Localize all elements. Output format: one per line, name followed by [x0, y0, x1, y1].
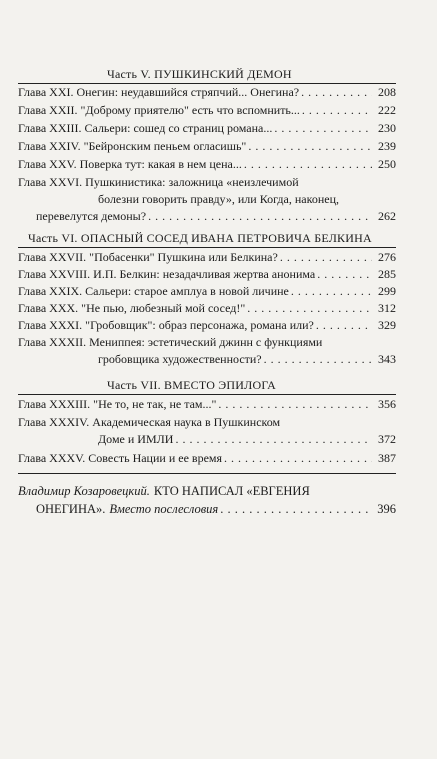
entry-label: Глава XXXIII. "Не то, не так, не там...": [18, 397, 217, 411]
page-number: 208: [378, 85, 396, 99]
afterword-title: ОНЕГИНА».: [36, 502, 106, 516]
page-number: 239: [378, 139, 396, 153]
page-number: 356: [378, 397, 396, 411]
toc-entry: [18, 250, 396, 264]
entry-label: Глава XXVI. Пушкинистика: заложница «неизлечимой: [18, 175, 299, 189]
page-number: 262: [378, 209, 396, 223]
entry-continuation: гробовщика художественности?: [98, 352, 262, 366]
toc-entry: [18, 301, 396, 315]
afterword-subtitle: Вместо послесловия: [109, 502, 219, 516]
page-number: 312: [378, 301, 396, 315]
entry-label: Глава XXIV. "Бейронским пеньем огласишь": [18, 139, 247, 153]
page-number: 299: [378, 284, 396, 298]
entry-label: Глава XXX. "Не пью, любезный мой сосед!": [18, 301, 246, 315]
entry-continuation: Доме и ИМЛИ: [98, 432, 174, 446]
entry-label: Глава XXI. Онегин: неудавшийся стряпчий... Онегина?: [18, 85, 300, 99]
toc-entry: [18, 451, 396, 465]
toc-entry: [18, 318, 396, 332]
entry-continuation: перевелутся демоны?: [36, 209, 147, 223]
afterword-author: Владимир Козаровецкий.: [18, 484, 150, 498]
afterword-title: КТО НАПИСАЛ «ЕВГЕНИЯ: [153, 484, 310, 498]
afterword-entry: [18, 483, 396, 517]
page-number: 222: [378, 103, 396, 117]
page-number: 343: [378, 352, 396, 366]
entry-label: Глава XXXII. Мениппея: эстетический джинн с функциями: [18, 335, 323, 349]
toc-entry: [18, 103, 396, 117]
divider: [18, 247, 396, 248]
divider: [18, 83, 396, 84]
entry-label: Глава XXVIII. И.П. Белкин: незадачливая жертва анонима: [18, 267, 316, 281]
entry-label: Глава XXVII. "Побасенки" Пушкина или Белкина?: [18, 250, 278, 264]
entry-label: Глава XXV. Поверка тут: какая в нем цена...: [18, 157, 242, 171]
page-number: 329: [378, 318, 396, 332]
toc-entry: [18, 157, 396, 171]
divider: [18, 473, 396, 474]
page-number: 396: [377, 502, 396, 516]
toc-entry: [18, 415, 396, 446]
divider: [18, 394, 396, 395]
entry-continuation: болезни говорить правду», или Когда, наконец,: [98, 192, 339, 206]
entry-label: Глава XXXV. Совесть Нации и ее время: [18, 451, 223, 465]
page-number: 285: [378, 267, 396, 281]
entry-label: Глава XXIX. Сальери: старое амплуа в новой личине: [18, 284, 289, 298]
part-title: Часть VII. ВМЕСТО ЭПИЛОГА: [107, 378, 277, 392]
page-number: 387: [378, 451, 396, 465]
page-number: 250: [378, 157, 396, 171]
toc-entry: [18, 335, 396, 366]
part-title: Часть V. ПУШКИНСКИЙ ДЕМОН: [107, 67, 292, 81]
toc-entry: [18, 139, 396, 153]
toc-entry: [18, 175, 396, 223]
page-number: 372: [378, 432, 396, 446]
toc-entry: [18, 397, 396, 411]
entry-label: Глава XXXIV. Академическая наука в Пушкинском: [18, 415, 281, 429]
toc-entry: [18, 85, 396, 99]
page-number: 276: [378, 250, 396, 264]
page-number: 230: [378, 121, 396, 135]
entry-label: Глава XXII. "Доброму приятелю" есть что вспомнить...: [18, 103, 300, 117]
part-title: Часть VI. ОПАСНЫЙ СОСЕД ИВАНА ПЕТРОВИЧА БЕЛКИНА: [28, 231, 372, 245]
toc-entry: [18, 121, 396, 135]
entry-label: Глава XXXI. "Гробовщик": образ персонажа, романа или?: [18, 318, 314, 332]
toc-entry: [18, 284, 396, 298]
toc-entry: [18, 267, 396, 281]
entry-label: Глава XXIII. Сальери: сошед со страниц романа...: [18, 121, 273, 135]
